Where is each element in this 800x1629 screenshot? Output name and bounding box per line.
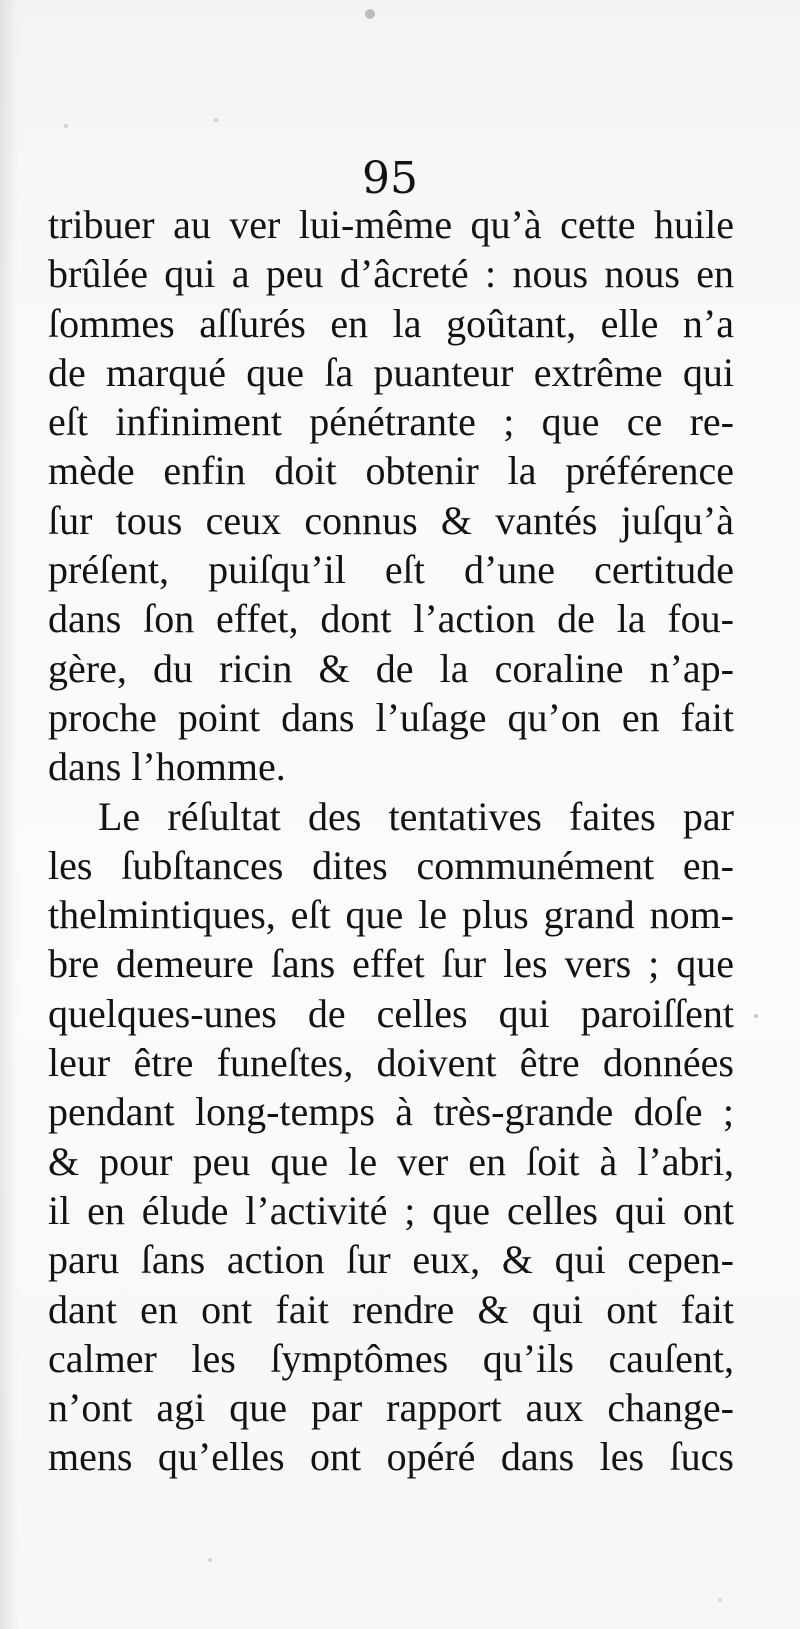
text-line: mens qu’elles ont opéré dans les ſucs [48, 1434, 734, 1480]
text-line: gère, du ricin & de la coraline n’ap- [48, 645, 734, 691]
text-line: ſur tous ceux connus & vantés juſqu’à [48, 497, 734, 543]
text-line: ſommes aſſurés en la goûtant, elle n’a [48, 300, 734, 346]
text-line: dans l’homme. [48, 744, 286, 790]
text-line: pendant long-temps à très-grande doſe ; [48, 1089, 734, 1135]
text-line: proche point dans l’uſage qu’on en fait [48, 694, 734, 740]
text-line: tribuer au ver lui-même qu’à cette huile [48, 202, 734, 247]
text-line: bre demeure ſans effet ſur les vers ; que [48, 941, 734, 987]
text-line: paru ſans action ſur eux, & qui cepen- [48, 1237, 734, 1283]
text-line: dant en ont fait rendre & qui ont fait [48, 1286, 734, 1332]
text-line: de marqué que ſa puanteur extrême qui [48, 349, 734, 395]
page-number: 95 [362, 153, 418, 204]
text-line: mède enfin doit obtenir la préférence [48, 448, 734, 494]
page-edge-shadow [0, 0, 18, 1629]
text-line: dans ſon effet, dont l’action de la fou- [48, 596, 734, 642]
text-line: eſt infiniment pénétrante ; que ce re- [48, 399, 734, 445]
text-line: les ſubſtances dites communément en- [48, 842, 734, 888]
text-line: calmer les ſymptômes qu’ils cauſent, [48, 1335, 734, 1381]
text-line: n’ont agi que par rapport aux change- [48, 1385, 734, 1431]
text-line: thelmintiques, eſt que le plus grand nom- [48, 892, 734, 938]
body-text [48, 200, 734, 1482]
text-line: préſent, puiſqu’il eſt d’une certitude [48, 547, 734, 593]
text-line: il en élude l’activité ; que celles qui ont [48, 1187, 734, 1233]
paragraph-first-line: Le réſultat des tentatives faites par [98, 793, 734, 839]
text-line: leur être funeſtes, doivent être données [48, 1040, 734, 1086]
text-line: brûlée qui a peu d’âcreté : nous nous en [48, 251, 734, 297]
text-line: quelques-unes de celles qui paroiſſent [48, 990, 734, 1036]
text-line: & pour peu que le ver en ſoit à l’abri, [48, 1138, 734, 1184]
